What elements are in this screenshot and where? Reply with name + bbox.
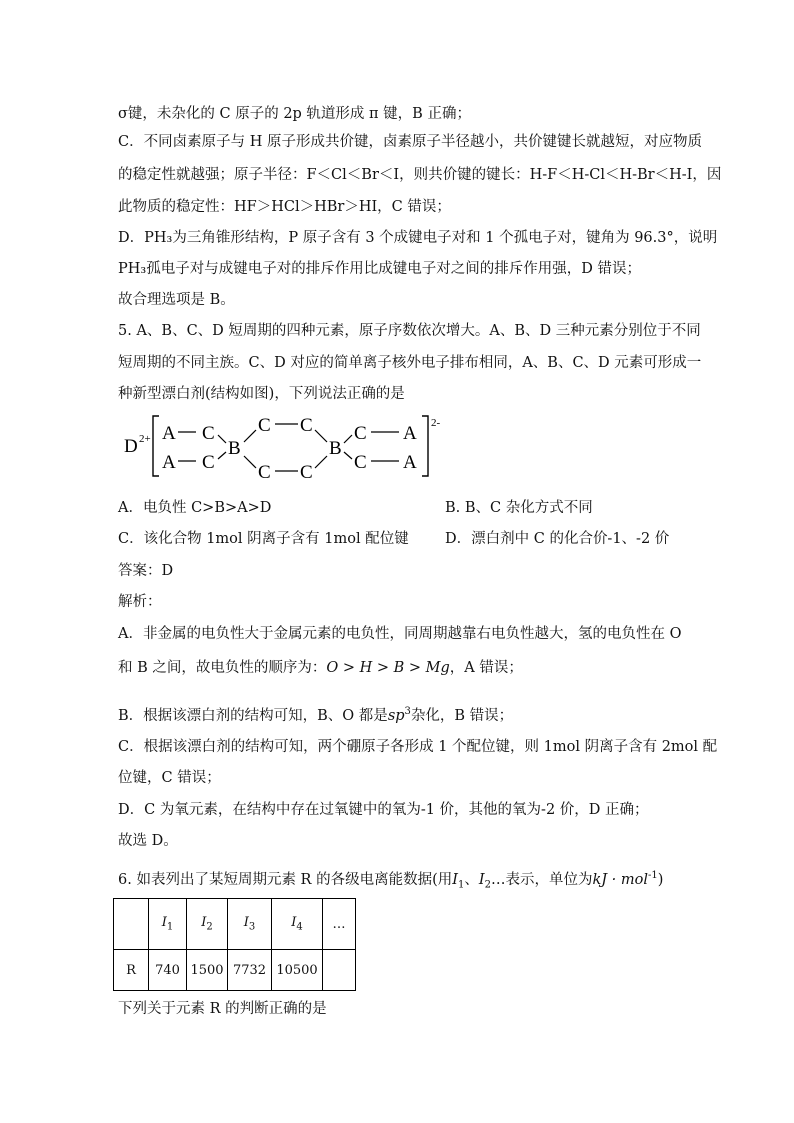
bond-c-b-ring-upper-right: [315, 430, 327, 442]
hybridization-sup: 3: [404, 706, 411, 717]
q6-i1-sub: 1: [457, 879, 465, 891]
atom-c-bottom-right: C: [354, 452, 367, 473]
question-5-line-1: 5. A、B、C、D 短周期的四种元素，原子序数依次增大。A、B、D 三种元素分别位于不同: [118, 323, 701, 339]
cation-charge: 2+: [139, 433, 151, 445]
right-bracket: [422, 416, 428, 476]
question-6-line: [118, 866, 663, 896]
bond-b-c-upper-right: [344, 435, 352, 443]
atom-c-ring-bottom-right: C: [300, 462, 313, 482]
text-line-2: C．不同卤素原子与 H 原子形成共价键，卤素原子半径越小，共价键键长就越短，对应物质: [118, 134, 702, 150]
bond-b-c-ring-upper-left: [244, 430, 256, 442]
atom-c-top-right: C: [354, 423, 367, 444]
analysis-a-text: 和 B 之间，故电负性的顺序为：: [118, 660, 327, 676]
table-corner-cell: [114, 899, 149, 950]
table-cell-i1: 740: [149, 950, 187, 991]
table-header-ellipsis: …: [323, 899, 356, 950]
atom-c-top-left: C: [202, 423, 215, 444]
table-header-i1: $I_1$: [149, 899, 187, 950]
bleach-structure-diagram: [118, 410, 458, 482]
analysis-d-line: D．C 为氧元素，在结构中存在过氧键中的氧为-1 价，其他的氧为-2 价，D 正确；: [118, 802, 649, 818]
cation-symbol: D: [124, 436, 138, 457]
atom-c-ring-top-right: C: [300, 415, 313, 436]
left-bracket: [153, 416, 159, 476]
analysis-end: 故选 D。: [118, 833, 178, 849]
q6-text: 6. 如表列出了某短周期元素 R 的各级电离能数据(用: [118, 871, 453, 888]
q6-i2-sub: 2: [484, 879, 491, 891]
atom-b-right: B: [329, 438, 342, 459]
analysis-a-line-1: A．非金属的电负性大于金属元素的电负性，同周期越靠右电负性越大，氢的电负性在 O: [118, 626, 682, 642]
text-line-6: PH₃孤电子对与成键电子对的排斥作用比成键电子对之间的排斥作用强，D 错误；: [118, 261, 641, 277]
text-line-7: 故合理选项是 B。: [118, 292, 235, 308]
option-c: C．该化合物 1mol 阴离子含有 1mol 配位键: [118, 531, 409, 547]
electronegativity-order: O > H > B > Mg: [326, 660, 450, 676]
question-5-line-3: 种新型漂白剂(结构如图)，下列说法正确的是: [118, 386, 405, 402]
q6-post: ): [657, 871, 664, 888]
q6-i2: I: [478, 871, 485, 888]
table-row-label: R: [114, 950, 149, 991]
text-line-1: σ键，未杂化的 C 原子的 2p 轨道形成 π 键，B 正确；: [118, 106, 471, 122]
question-5-line-2: 短周期的不同主族。C、D 对应的简单离子核外电子排布相同，A、B、C、D 元素可形成一: [118, 355, 702, 371]
analysis-b-line: [118, 702, 513, 726]
analysis-b-text: B．根据该漂白剂的结构可知，B、O 都是: [118, 707, 388, 724]
q6-mid: …表示，单位为: [490, 871, 593, 888]
q6-i1: I: [452, 871, 458, 888]
text-line-4: 此物质的稳定性：HF＞HCl＞HBr＞HI，C 错误；: [118, 199, 451, 215]
text-line-5: D．PH₃为三角锥形结构，P 原子含有 3 个成键电子对和 1 个孤电子对，键角为 96.3°，说明: [118, 230, 718, 246]
atom-a-bottom-left: A: [162, 452, 176, 473]
analysis-b-tail: 杂化，B 错误；: [410, 707, 514, 724]
table-header-row: [114, 899, 356, 950]
q6-sep: 、: [464, 871, 479, 888]
table-header-i2: $I_2$: [187, 899, 228, 950]
after-table-line: 下列关于元素 R 的判断正确的是: [118, 1001, 327, 1017]
hybridization-sp: sp: [387, 707, 405, 724]
bond-b-c-lower-right: [344, 452, 352, 459]
option-a: A．电负性 C>B>A>D: [118, 500, 272, 516]
bond-c-b-ring-lower-right: [315, 456, 327, 468]
q6-unit: kJ · mol: [592, 871, 649, 888]
option-b: B. B、C 杂化方式不同: [445, 500, 593, 516]
analysis-label: 解析：: [118, 594, 162, 610]
q6-unit-sup: -1: [648, 870, 658, 881]
atom-c-ring-bottom-left: C: [258, 462, 271, 482]
atom-c-ring-top-left: C: [258, 415, 271, 436]
bond-c-b-upper-left: [218, 435, 226, 443]
ionization-energy-table: [113, 898, 356, 991]
atom-c-bottom-left: C: [202, 452, 215, 473]
table-header-i4: $I_4$: [272, 899, 323, 950]
analysis-c-line-2: 位键，C 错误；: [118, 770, 221, 786]
text-line-3: 的稳定性就越强；原子半径：F＜Cl＜Br＜I，则共价键的键长：H-F＜H-Cl＜H-Br＜H-I，因: [118, 167, 722, 183]
table-cell-i2: 1500: [187, 950, 228, 991]
analysis-a-line-2: [118, 658, 523, 678]
atom-a-top-left: A: [162, 423, 176, 444]
analysis-c-line-1: C．根据该漂白剂的结构可知，两个硼原子各形成 1 个配位键，则 1mol 阴离子含有 2mol 配: [118, 739, 718, 755]
atom-a-bottom-right: A: [403, 452, 417, 473]
answer-line: 答案：D: [118, 563, 174, 579]
bond-b-c-ring-lower-left: [244, 456, 256, 468]
table-row: [114, 950, 356, 991]
table-header-i3: $I_3$: [228, 899, 272, 950]
option-d: D．漂白剂中 C 的化合价-1、-2 价: [445, 531, 670, 547]
atom-a-top-right: A: [403, 423, 417, 444]
anion-charge: 2-: [431, 417, 441, 429]
table-cell-i4: 10500: [272, 950, 323, 991]
atom-b-left: B: [228, 438, 241, 459]
bond-c-b-lower-left: [218, 452, 226, 459]
table-cell-i3: 7732: [228, 950, 272, 991]
analysis-a-tail: ，A 错误；: [449, 660, 523, 676]
table-cell-empty: [323, 950, 356, 991]
